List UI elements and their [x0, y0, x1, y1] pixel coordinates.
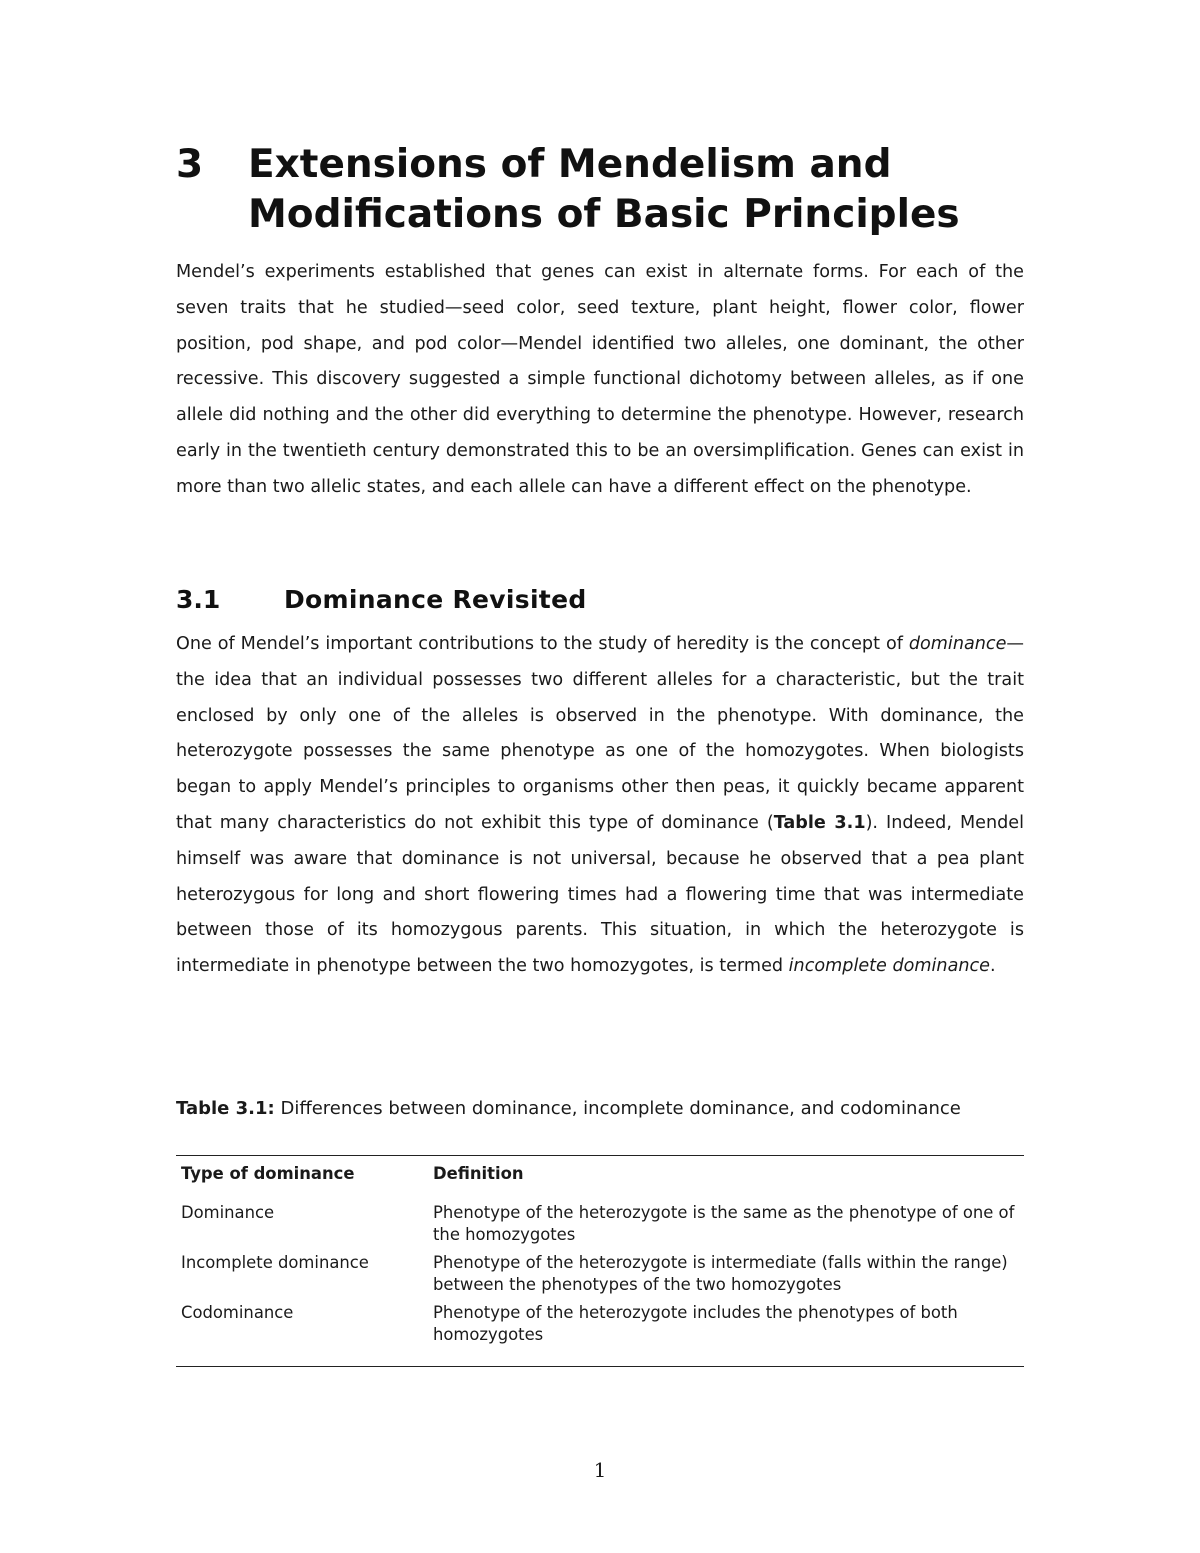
- intro-paragraph: Mendel’s experiments established that genes can exist in alternate forms. For each of the seven traits that he studied—seed color, seed texture, plant height, flower color, flower position, pod shape, and pod color—Mendel identified two alleles, one dominant, the other recessive. This discovery suggested a simple functional dichotomy between alleles, as if one allele did nothing and the other did everything to determine the phenotype. However, research early in the twentieth century demonstrated this to be an oversimplification. Genes can exist in more than two allelic states, and each allele can have a different effect on the phenotype.: [176, 262, 1024, 497]
- term-incomplete-dominance: incomplete dominance: [788, 956, 991, 977]
- cell-definition: Phenotype of the heterozygote includes the phenotypes of both homozygotes: [433, 1303, 958, 1344]
- table-row: [176, 1252, 1024, 1302]
- dominance-table: [176, 1160, 1024, 1352]
- cell-definition: Phenotype of the heterozygote is the same as the phenotype of one of the homozygotes: [433, 1203, 1015, 1244]
- section-title: Dominance Revisited: [284, 585, 587, 614]
- table-bottom-rule: [176, 1366, 1024, 1367]
- cell-type: Incomplete dominance: [181, 1253, 369, 1272]
- table-reference: Table 3.1: [773, 812, 866, 833]
- section-paragraph-text: .: [990, 956, 996, 977]
- column-header-definition: Definition: [433, 1164, 524, 1183]
- cell-type: Codominance: [181, 1303, 294, 1322]
- cell-type: Dominance: [181, 1203, 275, 1222]
- column-header-type: Type of dominance: [181, 1164, 355, 1183]
- section-paragraph-text: —the idea that an individual possesses two different alleles for a characteristic, but the trait enclosed by only one of the alleles is observed in the phenotype. With dominance, the heterozygote possesses the same phenotype as one of the homozygotes. When biologists began to apply Mendel’s principles to organisms other then peas, it quickly became apparent that many characteristics do not exhibit this type of dominance (: [176, 634, 1024, 833]
- section-number: 3.1: [176, 585, 221, 614]
- section-paragraph: [176, 627, 1024, 985]
- chapter-number: 3: [176, 142, 204, 187]
- table-row: [176, 1202, 1024, 1252]
- term-dominance: dominance: [908, 634, 1007, 654]
- chapter-title: Extensions of Mendelism and Modifications of Basic Principles: [248, 142, 960, 237]
- section-paragraph-text: ). Indeed, Mendel himself was aware that dominance is not universal, because he observed that a pea plant heterozygous for long and short flowering times had a flowering time that was intermediate between those of its homozygous parents. This situation, in which the heterozygote is intermediate in phenotype between the two homozygotes, is termed: [176, 812, 1024, 977]
- cell-definition: Phenotype of the heterozygote is intermediate (falls within the range) between the phenotypes of the two homozygotes: [433, 1253, 1008, 1294]
- table-caption-text: Differences between dominance, incomplete dominance, and codominance: [280, 1098, 961, 1119]
- table-row: [176, 1302, 1024, 1352]
- table-caption-label: Table 3.1:: [176, 1098, 275, 1119]
- section-paragraph-text: One of Mendel’s important contributions to the study of heredity is the concept of: [176, 634, 909, 654]
- page-number: 1: [593, 1458, 607, 1482]
- table-top-rule: [176, 1155, 1024, 1156]
- table-caption: [176, 1097, 1024, 1121]
- table-header-row: [176, 1160, 1024, 1202]
